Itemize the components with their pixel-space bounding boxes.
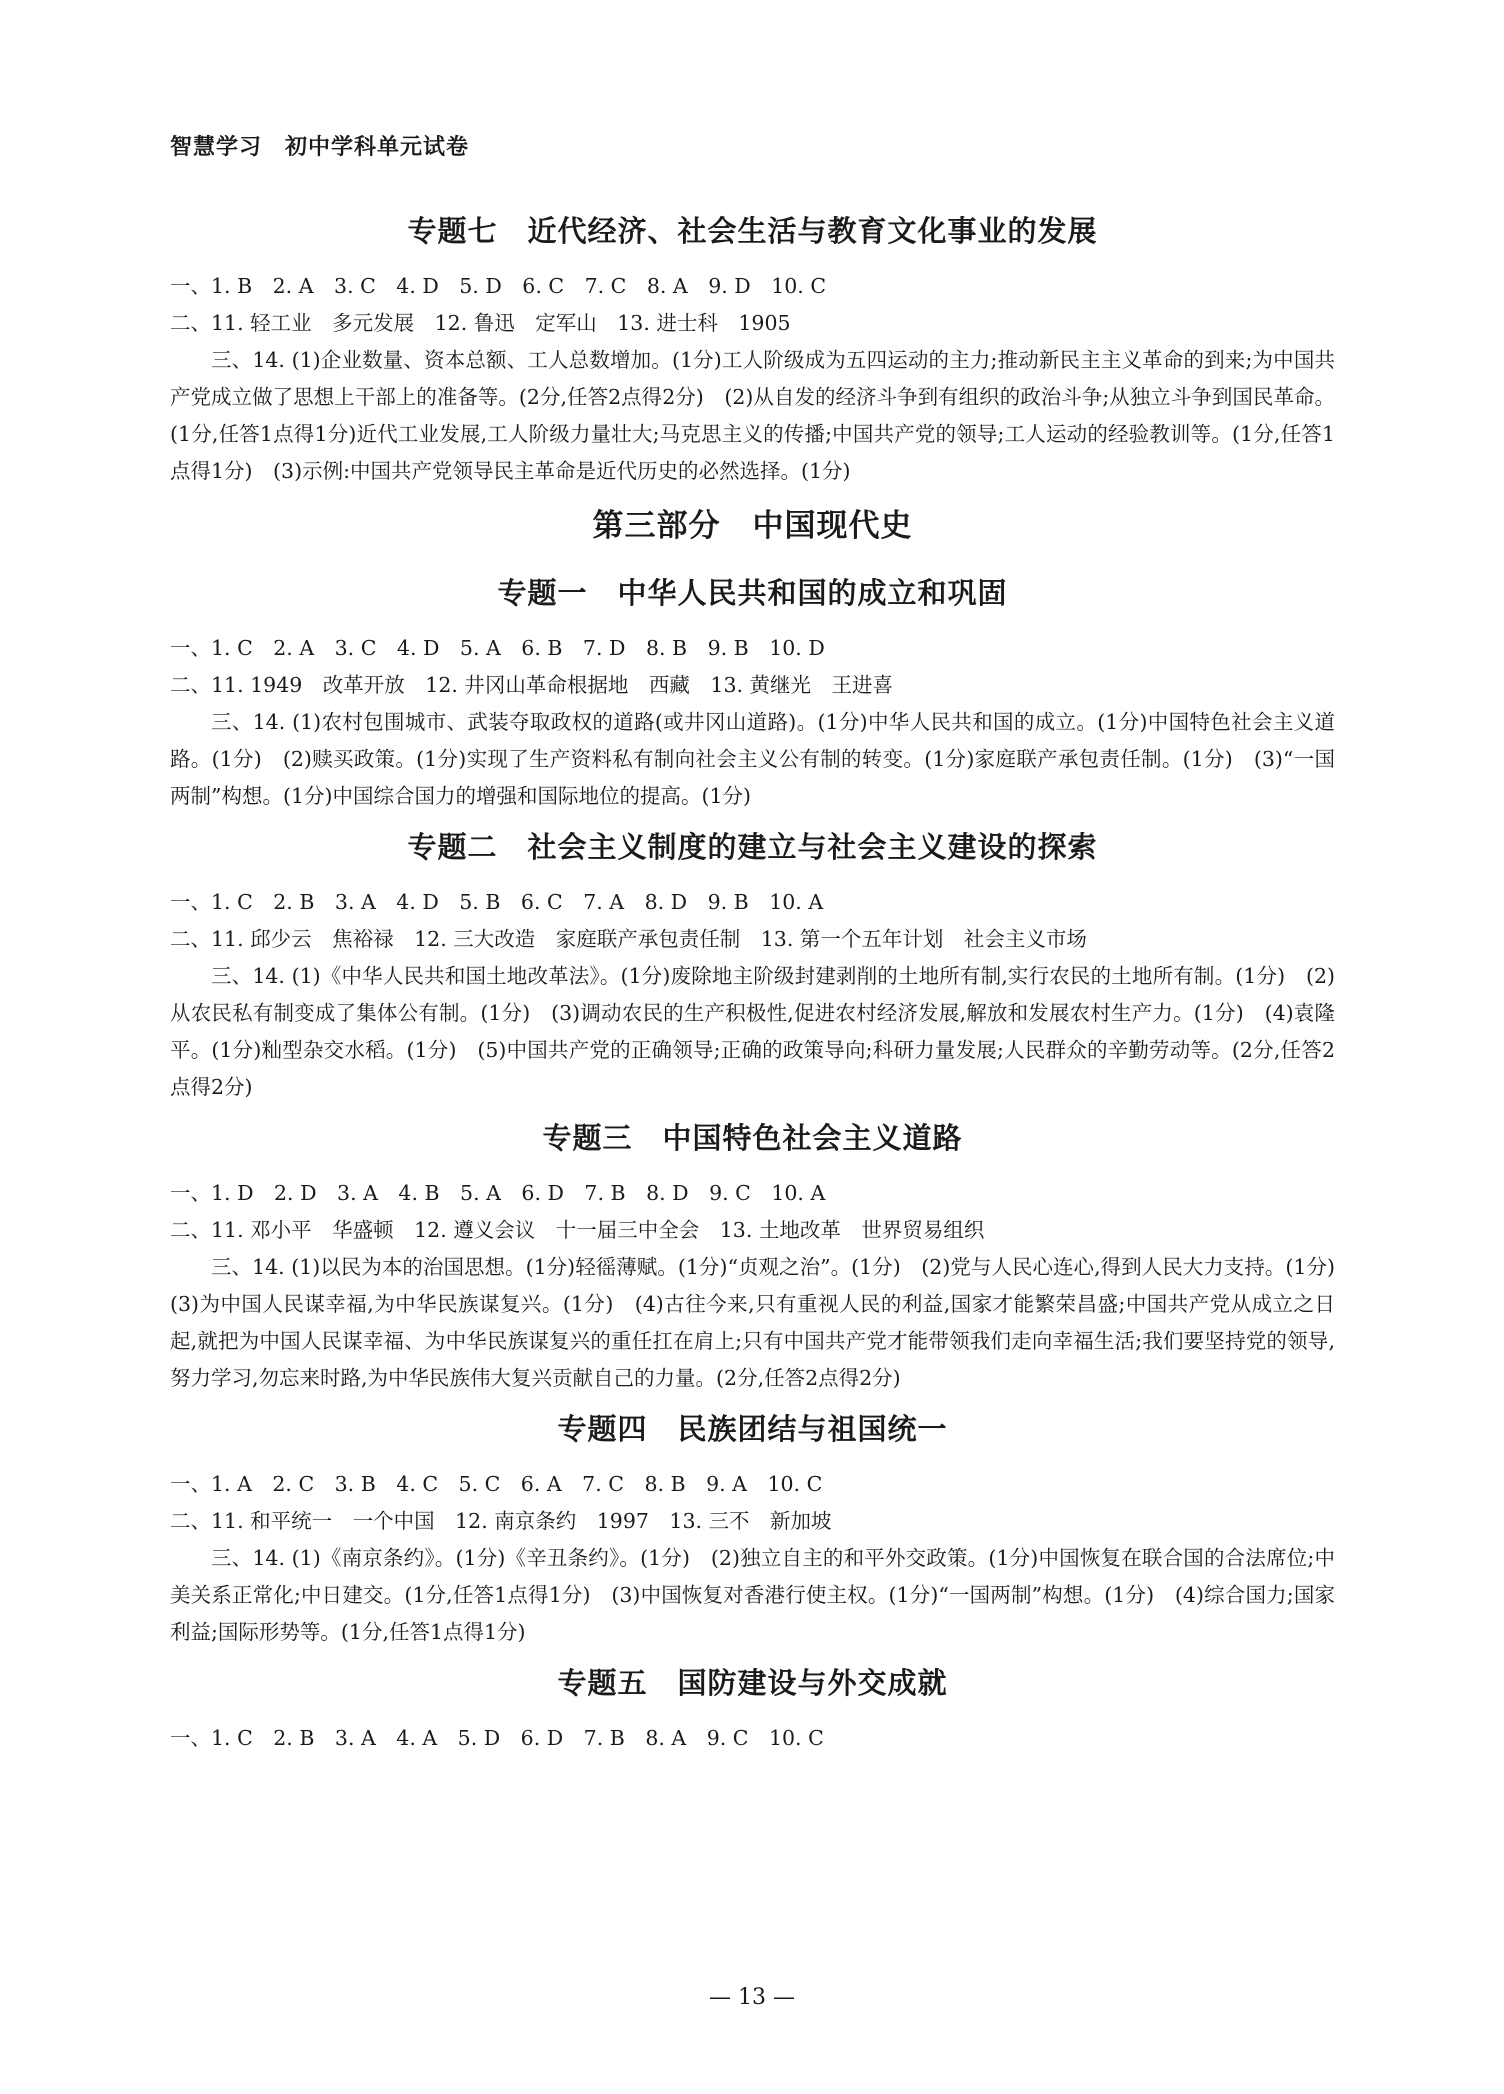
answers-multiple-choice: 一、1. D 2. D 3. A 4. B 5. A 6. D 7. B 8. D 9. C 10. A [170,1181,826,1205]
part-title: 第三部分 中国现代史 [592,508,913,544]
answers-fill-blank: 二、11. 邱少云 焦裕禄 12. 三大改造 家庭联产承包责任制 13. 第一个五年计划 社会主义市场 [170,927,1087,951]
answers-short-answer: 三、14. (1)以民为本的治国思想。(1分)轻徭薄赋。(1分)“贞观之治”。(1分) (2)党与人民心连心,得到人民大力支持。(1分) (3)为中国人民谋幸福,为中华民族谋复兴。(1分) (4)古往今来,只有重视人民的利益,国家才能繁荣昌盛;中国共产党从成立之日起,就把为中国人民谋幸福、为中华民族谋复兴的重任扛在肩上;只有中国共产党才能带领我们走向幸福生活;我们要坚持党的领导,努力学习,勿忘来时路,为中华民族伟大复兴贡献自己的力量。(2分,任答2点得2分) [170,1255,1356,1390]
running-header: 智慧学习 初中学科单元试卷 [170,135,470,160]
section-title: 专题五 国防建设与外交成就 [557,1666,948,1700]
section-topic-5 [170,1661,1335,1757]
section-title: 专题三 中国特色社会主义道路 [542,1121,963,1155]
section-title: 专题四 民族团结与祖国统一 [557,1412,948,1446]
answers-fill-blank: 二、11. 和平统一 一个中国 12. 南京条约 1997 13. 三不 新加坡 [170,1509,832,1533]
answers-short-answer: 三、14. (1)企业数量、资本总额、工人总数增加。(1分)工人阶级成为五四运动的主力;推动新民主主义革命的到来;为中国共产党成立做了思想上干部上的准备等。(2分,任答2点得2分) (2)从自发的经济斗争到有组织的政治斗争;从独立斗争到国民革命。(1分,任答1点得1分)近代工业发展,工人阶级力量壮大;马克思主义的传播;中国共产党的领导;工人运动的经验教训等。(1分,任答1点得1分) (3)示例:中国共产党领导民主革命是近代历史的必然选择。(1分) [170,348,1335,483]
answers-fill-blank: 二、11. 轻工业 多元发展 12. 鲁迅 定军山 13. 进士科 1905 [170,311,791,335]
section-title: 专题二 社会主义制度的建立与社会主义建设的探索 [407,830,1098,864]
answers-fill-blank: 二、11. 1949 改革开放 12. 井冈山革命根据地 西藏 13. 黄继光 王进喜 [170,673,894,697]
answers-short-answer: 三、14. (1)《中华人民共和国土地改革法》。(1分)废除地主阶级封建剥削的土地所有制,实行农民的土地所有制。(1分) (2)从农民私有制变成了集体公有制。(1分) (3)调动农民的生产积极性,促进农村经济发展,解放和发展农村生产力。(1分) (4)袁隆平。(1分)籼型杂交水稻。(1分) (5)中国共产党的正确领导;正确的政策导向;科研力量发展;人民群众的辛勤劳动等。(2分,任答2点得2分) [170,964,1335,1099]
part-heading-wrap [170,500,1335,545]
answers-fill-blank: 二、11. 邓小平 华盛顿 12. 遵义会议 十一届三中全会 13. 土地改革 世界贸易组织 [170,1218,985,1242]
section-title: 专题七 近代经济、社会生活与教育文化事业的发展 [407,214,1098,248]
section-topic-4 [170,1407,1335,1651]
section-title: 专题一 中华人民共和国的成立和巩固 [497,576,1008,610]
answers-multiple-choice: 一、1. C 2. B 3. A 4. A 5. D 6. D 7. B 8. A 9. C 10. C [170,1726,824,1750]
answers-multiple-choice: 一、1. C 2. B 3. A 4. D 5. B 6. C 7. A 8. D 9. B 10. A [170,890,824,914]
section-topic-7 [170,209,1335,490]
section-topic-3 [170,1116,1356,1397]
section-topic-1 [170,571,1335,815]
answers-short-answer: 三、14. (1)《南京条约》。(1分)《辛丑条约》。(1分) (2)独立自主的和平外交政策。(1分)中国恢复在联合国的合法席位;中美关系正常化;中日建交。(1分,任答1点得1分) (3)中国恢复对香港行使主权。(1分)“一国两制”构想。(1分) (4)综合国力;国家利益;国际形势等。(1分,任答1点得1分) [170,1546,1335,1644]
page-number: — 13 — [709,1985,795,2010]
section-topic-2 [170,825,1335,1106]
answers-multiple-choice: 一、1. A 2. C 3. B 4. C 5. C 6. A 7. C 8. B 9. A 10. C [170,1472,823,1496]
answer-page [170,130,1356,1767]
answers-multiple-choice: 一、1. C 2. A 3. C 4. D 5. A 6. B 7. D 8. B 9. B 10. D [170,636,825,660]
answers-multiple-choice: 一、1. B 2. A 3. C 4. D 5. D 6. C 7. C 8. A 9. D 10. C [170,274,827,298]
answers-short-answer: 三、14. (1)农村包围城市、武装夺取政权的道路(或井冈山道路)。(1分)中华人民共和国的成立。(1分)中国特色社会主义道路。(1分) (2)赎买政策。(1分)实现了生产资料私有制向社会主义公有制的转变。(1分)家庭联产承包责任制。(1分) (3)“一国两制”构想。(1分)中国综合国力的增强和国际地位的提高。(1分) [170,710,1335,808]
